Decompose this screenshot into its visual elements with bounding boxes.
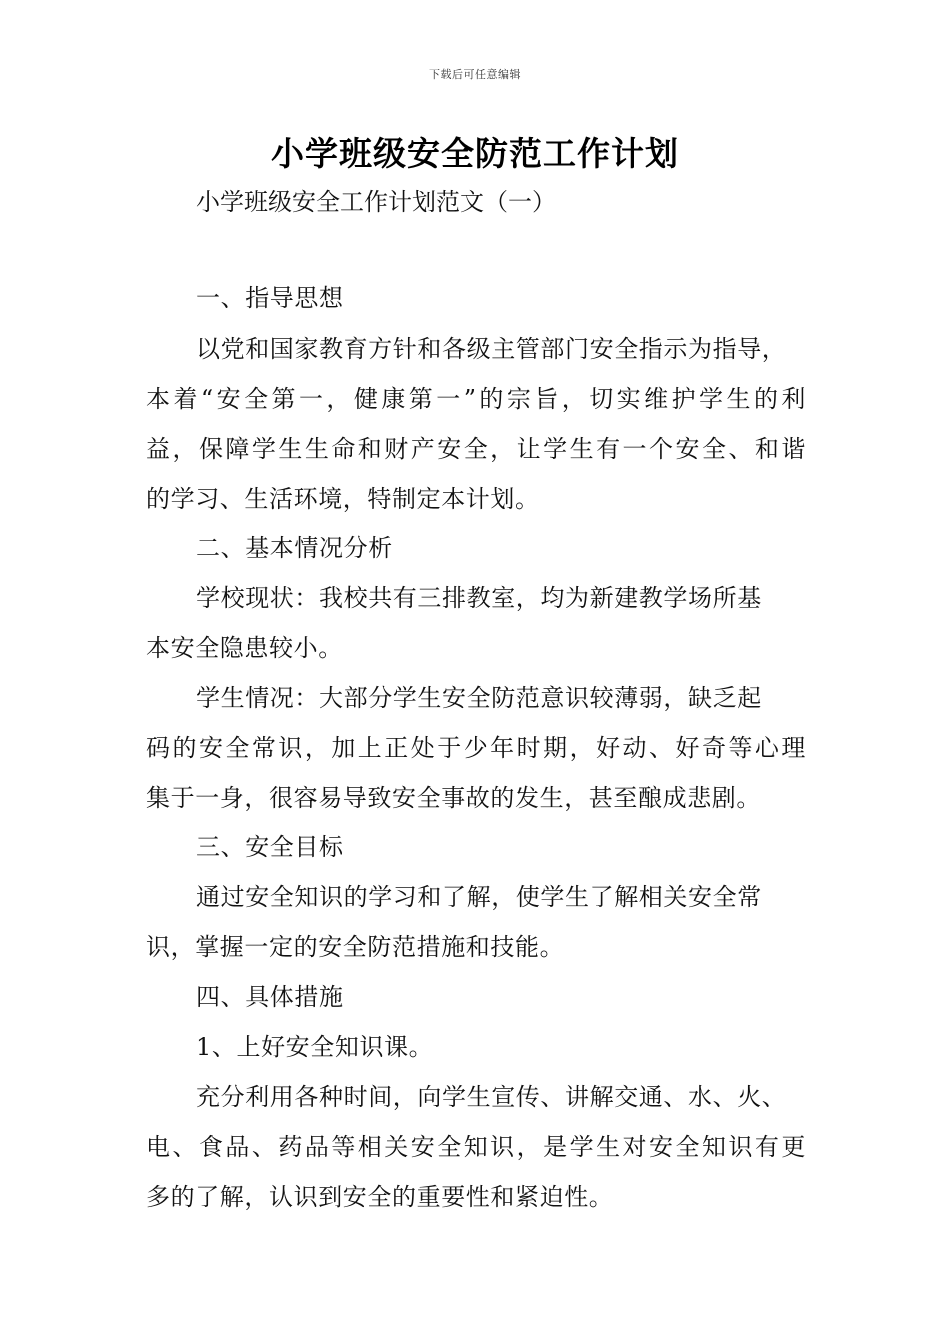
section-heading: 二、基本情况分析 (196, 534, 393, 562)
paragraph-line: 益，保障学生生命和财产安全，让学生有一个安全、和谐 (146, 435, 806, 463)
paragraph-line: 充分利用各种时间，向学生宣传、讲解交通、水、火、 (196, 1083, 787, 1111)
paragraph-line: 本安全隐患较小。 (146, 634, 343, 662)
paragraph-line: 集于一身，很容易导致安全事故的发生，甚至酿成悲剧。 (146, 784, 761, 812)
paragraph-line: 学生情况：大部分学生安全防范意识较薄弱，缺乏起 (196, 684, 762, 712)
subsection-heading: 1、上好安全知识课。 (196, 1033, 434, 1061)
paragraph-line: 以党和国家教育方针和各级主管部门安全指示为指导， (196, 335, 787, 363)
paragraph-line: 识，掌握一定的安全防范措施和技能。 (146, 933, 565, 961)
paragraph-line: 码的安全常识，加上正处于少年时期，好动、好奇等心理 (146, 734, 806, 762)
header-note: 下载后可任意编辑 (429, 68, 521, 81)
section-heading: 三、安全目标 (196, 833, 344, 861)
paragraph-line: 本着“安全第一，健康第一”的宗旨，切实维护学生的利 (146, 385, 806, 413)
paragraph-line: 多的了解，认识到安全的重要性和紧迫性。 (146, 1183, 614, 1211)
section-heading: 一、指导思想 (196, 284, 344, 312)
paragraph-line: 电、食品、药品等相关安全知识，是学生对安全知识有更 (146, 1133, 806, 1161)
document-title: 小学班级安全防范工作计划 (271, 134, 679, 173)
paragraph-line: 通过安全知识的学习和了解，使学生了解相关安全常 (196, 883, 762, 911)
paragraph-line: 的学习、生活环境，特制定本计划。 (146, 485, 540, 513)
document-subtitle: 小学班级安全工作计划范文（一） (196, 188, 556, 216)
paragraph-line: 学校现状：我校共有三排教室，均为新建教学场所基 (196, 584, 762, 612)
section-heading: 四、具体措施 (196, 983, 344, 1011)
